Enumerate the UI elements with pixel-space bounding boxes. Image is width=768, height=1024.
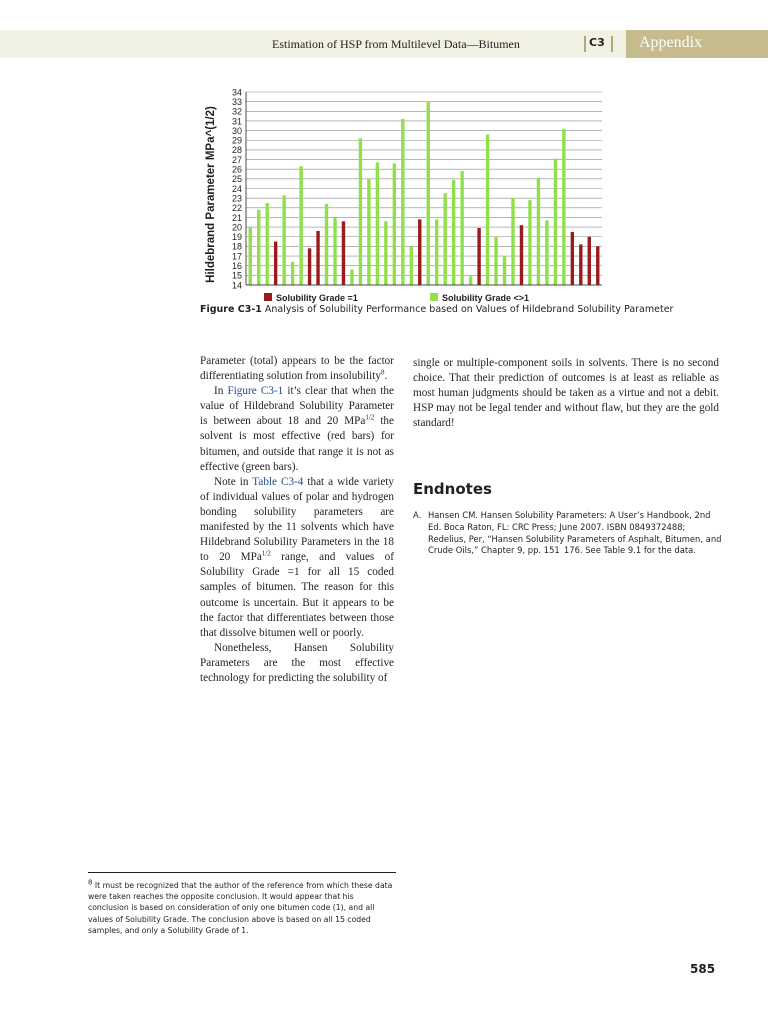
hildebrand-bar-chart [200, 84, 610, 304]
figure-caption-text: Analysis of Solubility Performance based on Values of Hildebrand Solubility Parameter [261, 304, 674, 315]
bar-solubility-grade-not-1 [325, 204, 328, 285]
chart-bars [249, 102, 600, 285]
text-run: Parameter (total) appears to be the factor differentiating solution from insolubility [200, 355, 394, 383]
y-tick-label: 20 [231, 222, 242, 233]
bar-solubility-grade-not-1 [528, 200, 531, 285]
endnote-item [413, 510, 723, 557]
y-tick-label: 26 [231, 164, 242, 175]
y-tick-label: 18 [231, 241, 242, 252]
bar-solubility-grade-not-1 [410, 246, 413, 285]
text-run: that a wide variety of individual values of polar and hydrogen bonding solubility parameters are manifested by the 11 solvents which have Hildebrand Solubility Parameters in the 18 to 20 MPa [200, 475, 394, 564]
footnote [88, 880, 396, 936]
bar-solubility-grade-not-1 [469, 276, 472, 285]
bar-solubility-grade-not-1 [401, 119, 404, 285]
bar-solubility-grade-not-1 [443, 193, 446, 285]
text-run: . [384, 370, 388, 383]
bar-solubility-grade-not-1 [282, 195, 285, 285]
y-tick-label: 15 [231, 270, 242, 281]
bar-solubility-grade-not-1 [257, 210, 260, 285]
endnotes-heading: Endnotes [413, 480, 492, 498]
legend-swatch [430, 293, 438, 301]
superscript: 1/2 [261, 549, 271, 558]
legend-swatch [264, 293, 272, 301]
y-tick-label: 21 [231, 212, 242, 223]
bar-solubility-grade-1 [274, 242, 277, 285]
page-number: 585 [690, 962, 716, 976]
y-tick-label: 32 [231, 106, 242, 117]
chapter-code: C3 [589, 36, 605, 49]
text-run: the solvent is most effective (red bars) for bitumen, and outside that range it is not as effective (green bars). [200, 415, 394, 473]
figure-link[interactable]: Figure C3-1 [227, 385, 284, 398]
legend-label: Solubility Grade =1 [276, 293, 358, 303]
paragraph: Nonetheless, Hansen Solubility Parameters are the most effective technology for predicting the solubility of [200, 641, 394, 684]
y-tick-label: 25 [231, 174, 242, 185]
bar-solubility-grade-not-1 [435, 219, 438, 285]
y-tick-label: 22 [231, 203, 242, 214]
bar-solubility-grade-1 [418, 219, 421, 285]
bar-solubility-grade-not-1 [333, 217, 336, 285]
running-title: Estimation of HSP from Multilevel Data—Bitumen [272, 37, 520, 51]
bar-solubility-grade-1 [520, 225, 523, 285]
bar-solubility-grade-not-1 [562, 129, 565, 285]
bar-solubility-grade-not-1 [554, 159, 557, 285]
bar-solubility-grade-1 [308, 248, 311, 285]
bar-solubility-grade-not-1 [486, 134, 489, 285]
bar-solubility-grade-not-1 [452, 180, 455, 285]
chart-legend [264, 293, 529, 303]
header-divider [611, 36, 613, 52]
section-tab-label: Appendix [639, 34, 703, 51]
bar-solubility-grade-1 [588, 237, 591, 285]
y-tick-label: 29 [231, 135, 242, 146]
legend-label: Solubility Grade <>1 [442, 293, 530, 303]
figure-label: Figure C3-1 [200, 304, 262, 315]
body-column-left [200, 354, 394, 686]
bar-solubility-grade-not-1 [350, 270, 353, 285]
bar-solubility-grade-not-1 [291, 262, 294, 285]
footnote-rule [88, 872, 396, 873]
y-tick-label: 31 [231, 116, 242, 127]
y-axis-ticks [232, 87, 242, 290]
endnote-label: A. [413, 510, 422, 520]
section-tab [626, 30, 768, 58]
y-tick-label: 24 [231, 183, 242, 194]
text-run: range, and values of Solubility Grade =1 for all 15 coded samples of bitumen. The reason for this outcome is uncertain. But it appears to be the factor that differentiates between those that dissolve bitumen well or poorly. [200, 551, 394, 639]
bar-solubility-grade-1 [596, 246, 599, 285]
superscript: 1/2 [365, 413, 375, 422]
footnote-mark: 8 [88, 878, 93, 887]
header-divider [584, 36, 586, 52]
footnote-text: It must be recognized that the author of the reference from which these data were taken reaches the opposite conclusion. It would appear that his conclusion is based on consideration of only one bitumen code (1), and all values of Solubility Grade. The conclusion above is based on all 15 coded samples, and only a Solubility Grade of 1. [88, 881, 393, 935]
bar-solubility-grade-not-1 [384, 221, 387, 285]
bar-solubility-grade-not-1 [359, 138, 362, 285]
bar-solubility-grade-not-1 [494, 237, 497, 285]
paragraph [200, 354, 394, 384]
bar-solubility-grade-not-1 [299, 166, 302, 285]
bar-solubility-grade-not-1 [503, 256, 506, 285]
text-run: In [214, 385, 228, 398]
y-tick-label: 28 [231, 145, 242, 156]
bar-solubility-grade-not-1 [460, 171, 463, 285]
y-tick-label: 27 [231, 154, 242, 165]
bar-solubility-grade-not-1 [393, 163, 396, 285]
bar-solubility-grade-not-1 [427, 102, 430, 285]
endnote-text: Hansen CM. Hansen Solubility Parameters: A User’s Handbook, 2nd Ed. Boca Raton, FL: CRC Press; June 2007. ISBN 0849372488; Redelius, Per, “Hansen Solubility Parameters of Asphalt, Bitumen, and Crude Oils,” Chapter 9, pp. 151 176. See Table 9.1 for the data. [428, 510, 722, 556]
y-tick-label: 23 [231, 193, 242, 204]
bar-solubility-grade-not-1 [367, 179, 370, 285]
text-run: Note in [214, 475, 253, 488]
table-link[interactable]: Table C3-4 [252, 475, 304, 488]
bar-solubility-grade-not-1 [545, 220, 548, 285]
bar-solubility-grade-not-1 [511, 198, 514, 285]
bar-solubility-grade-1 [477, 228, 480, 285]
paragraph [200, 384, 394, 475]
paragraph [200, 475, 394, 641]
bar-solubility-grade-1 [579, 244, 582, 285]
bar-solubility-grade-not-1 [265, 203, 268, 285]
y-tick-label: 14 [231, 280, 242, 291]
bar-solubility-grade-not-1 [249, 227, 252, 285]
bar-solubility-grade-1 [342, 221, 345, 285]
bar-solubility-grade-not-1 [376, 162, 379, 285]
y-tick-label: 33 [231, 96, 242, 107]
y-tick-label: 17 [231, 251, 242, 262]
footnote-ref[interactable]: 8 [380, 368, 385, 377]
bar-solubility-grade-not-1 [537, 178, 540, 285]
bar-solubility-grade-1 [316, 231, 319, 285]
y-tick-label: 19 [231, 232, 242, 243]
text-run: it’s clear that when the value of Hildebrand Solubility Parameter is between about 18 and 20 MPa [200, 385, 394, 428]
y-axis-label: Hildebrand Parameter MPa^(1/2) [205, 106, 217, 283]
body-column-right [413, 356, 719, 431]
paragraph: single or multiple-component soils in solvents. There is no second choice. That their prediction of outcomes is at least as reliable as most human judgments should be taken as a virtue and not a debit. HSP may not be legal tender and without flaw, but they are the gold standard! [413, 357, 719, 430]
bar-solubility-grade-1 [571, 232, 574, 285]
figure-caption [200, 304, 720, 315]
y-tick-label: 30 [231, 125, 242, 136]
y-tick-label: 16 [231, 261, 242, 271]
y-tick-label: 34 [231, 87, 242, 98]
